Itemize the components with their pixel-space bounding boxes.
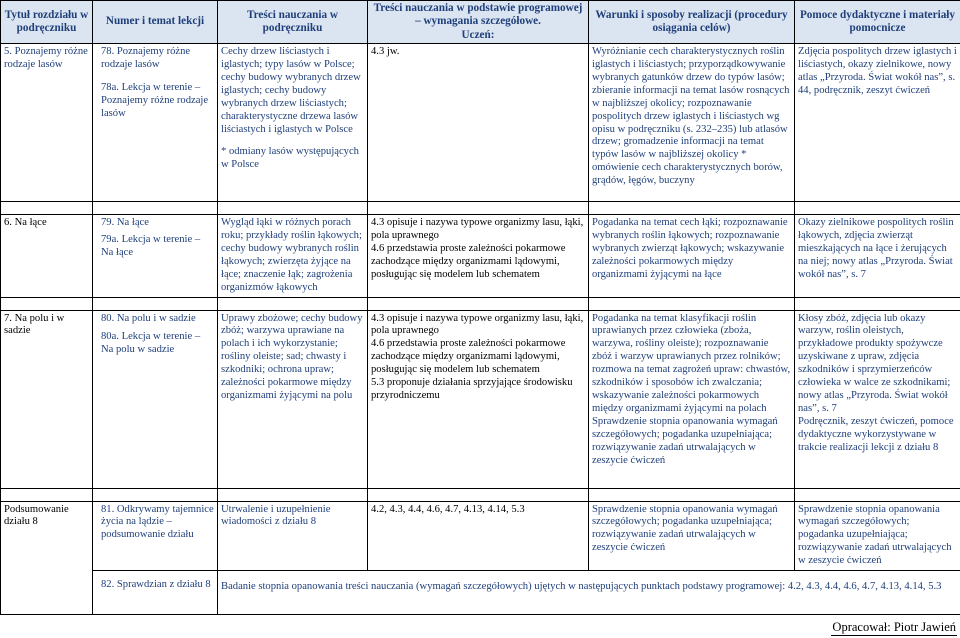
header-row bbox=[1, 1, 960, 44]
content-text: Wygląd łąki w różnych porach roku; przykłady roślin łąkowych; cechy budowy wybranych roślin łąkowych; zwierzęta żyjące na łące; znaczenie łąk; zagrożenia organizmów łąkowych bbox=[221, 217, 362, 293]
content-cell bbox=[218, 310, 368, 488]
header-methods: Warunki i sposoby realizacji (procedury osiągania celów) bbox=[589, 1, 795, 44]
requirement-text: 4.2, 4.3, 4.4, 4.6, 4.7, 4.13, 4.14, 5.3 bbox=[371, 503, 525, 515]
aids-text: Sprawdzenie stopnia opanowania wymagań szczegółowych; pogadanka uzupełniająca; rozwiązywanie zadań utrwalających w zeszycie ćwiczeń bbox=[798, 503, 952, 567]
content-text: Uprawy zbożowe; cechy budowy zbóż; warzywa uprawiane na polach i ich wykorzystanie; rośliny oleiste; sad; chwasty i szkodniki; ochrona upraw; zależności pokarmowe między organizmami żyjącymi na polu bbox=[221, 312, 363, 402]
table-row bbox=[1, 44, 960, 202]
requirements-cell bbox=[368, 310, 589, 488]
requirements-cell bbox=[368, 215, 589, 298]
aids-text: Okazy zielnikowe pospolitych roślin łąkowych, zdjęcia zwierząt mieszkających na łące i żerujących na niej; nowy atlas „Przyroda. Świat wokół nas”, s. 7 bbox=[798, 217, 954, 280]
header-requirements: Treści nauczania w podstawie programowej – wymagania szczegółowe. Uczeń: bbox=[368, 1, 589, 44]
header-chapter: Tytuł rozdziału w podręczniku bbox=[1, 1, 93, 44]
requirement-text: 4.3 opisuje i nazywa typowe organizmy lasu, łąki, pola uprawnego bbox=[371, 217, 584, 241]
aids-cell bbox=[795, 310, 960, 488]
header-aids: Pomoce dydaktyczne i materiały pomocnicze bbox=[795, 1, 960, 44]
aids-cell bbox=[795, 501, 960, 571]
aids-text: Kłosy zbóż, zdjęcia lub okazy warzyw, roślin oleistych, przykładowe produkty spożywcze uzyskiwane z upraw, zdjęcia szkodników i sprzymierzeńców człowieka w walce ze szkodnikami; nowy atlas „Przyroda. Świat wokół nas”, s. 7 bbox=[798, 312, 951, 414]
content-text: Cechy drzew liściastych i iglastych; typy lasów w Polsce; cechy budowy wybranych drzew iglastych; cechy budowy wybranych drzew liściastych; charakterystyczne drzewa lasów liściastych i iglastych w Polsce bbox=[221, 46, 361, 135]
chapter-cell: 5. Poznajemy różne rodzaje lasów bbox=[1, 44, 93, 202]
aids-text: Zdjęcia pospolitych drzew iglastych i liściastych, okazy zielnikowe, nowy atlas „Przyroda. Świat wokół nas”, s. 44, podręcznik, zeszyt ćwiczeń bbox=[798, 46, 957, 96]
test-description-cell bbox=[218, 571, 960, 615]
requirement-text: 4.6 przedstawia proste zależności pokarmowe zachodzące między organizmami lądowymi, posługując się modelem lub schematem bbox=[371, 242, 566, 280]
content-cell bbox=[218, 501, 368, 571]
lesson-title: 78. Poznajemy różne rodzaje lasów bbox=[101, 46, 191, 70]
content-extra: * odmiany lasów występujących w Polsce bbox=[221, 146, 359, 171]
table-row bbox=[1, 310, 960, 488]
methods-text: Pogadanka na temat klasyfikacji roślin uprawianych przez człowieka (zboża, warzywa, rośliny oleiste); rozpoznawanie zbóż i warzyw uprawianych przez rolników; rozmowa na temat zagrożeń upraw: chwastów, szkodników i sposobów ich zwalczania; wskazywanie zależności pokarmowych między organizmami żyjącymi na polach Sprawdzenie stopnia opanowania wymagań szczegółowych; pogadanka uzupełniająca; rozwiązywanie zadań utrwalających w zeszycie ćwiczeń bbox=[592, 312, 791, 466]
methods-cell bbox=[589, 310, 795, 488]
content-cell bbox=[218, 215, 368, 298]
lesson-cell bbox=[93, 215, 218, 298]
content-cell bbox=[218, 44, 368, 202]
author-credit: Opracował: Piotr Jawień bbox=[831, 620, 957, 636]
lesson-cell bbox=[93, 501, 218, 571]
requirements-cell bbox=[368, 501, 589, 571]
header-content: Treści nauczania w podręczniku bbox=[218, 1, 368, 44]
lesson-title: 82. Sprawdzian z działu 8 bbox=[101, 579, 211, 591]
methods-cell bbox=[589, 501, 795, 571]
table-row bbox=[1, 571, 960, 615]
lesson-cell bbox=[93, 571, 218, 615]
lesson-title: 81. Odkrywamy tajemnice życia na lądzie – podsumowanie działu bbox=[101, 503, 214, 541]
lesson-field-title: 78a. Lekcja w terenie – Poznajemy różne rodzaje lasów bbox=[101, 81, 209, 119]
aids-cell bbox=[795, 215, 960, 298]
methods-cell bbox=[589, 215, 795, 298]
chapter-cell: 7. Na polu i w sadzie bbox=[1, 310, 93, 488]
content-text: Utrwalenie i uzupełnienie wiadomości z działu 8 bbox=[221, 503, 331, 528]
methods-cell bbox=[589, 44, 795, 202]
table-row bbox=[1, 501, 960, 571]
lesson-cell bbox=[93, 44, 218, 202]
aids-text: Podręcznik, zeszyt ćwiczeń, pomoce dydaktyczne wykorzystywane w trakcie realizacji lekcji z działu 8 bbox=[798, 415, 954, 453]
lesson-field-title: 80a. Lekcja w terenie – Na polu w sadzie bbox=[101, 331, 201, 356]
lesson-title: 79. Na łące bbox=[101, 217, 149, 228]
lesson-field-title: 79a. Lekcja w terenie – Na łące bbox=[101, 233, 201, 258]
table-row bbox=[1, 215, 960, 298]
requirement-text: 4.3 jw. bbox=[371, 46, 400, 57]
methods-text: Sprawdzenie stopnia opanowania wymagań szczegółowych; pogadanka uzupełniająca; rozwiązywanie zadań utrwalających w zeszycie ćwiczeń bbox=[592, 503, 778, 554]
requirement-text: 4.3 opisuje i nazywa typowe organizmy lasu, łąki, pola uprawnego bbox=[371, 312, 584, 337]
lesson-title: 80. Na polu i w sadzie bbox=[101, 312, 196, 324]
methods-text: Pogadanka na temat cech łąki; rozpoznawanie wybranych roślin łąkowych; rozpoznawanie wybranych zwierząt łąkowych; wskazywanie zależności pokarmowych między organizmami żyjącymi na łące bbox=[592, 217, 788, 280]
chapter-cell: 6. Na łące bbox=[1, 215, 93, 298]
requirements-cell bbox=[368, 44, 589, 202]
chapter-cell: Podsumowanie działu 8 bbox=[1, 501, 93, 615]
aids-cell bbox=[795, 44, 960, 202]
test-description: Badanie stopnia opanowania treści nauczania (wymagań szczegółowych) ujętych w następujących punktach podstawy programowej: 4.2, 4.3, 4.4, 4.6, 4.7, 4.13, 4.14, 5.3 bbox=[221, 581, 942, 593]
requirement-text: 4.6 przedstawia proste zależności pokarmowe zachodzące między organizmami lądowymi, posługując się modelem lub schematem bbox=[371, 338, 566, 376]
lesson-cell bbox=[93, 310, 218, 488]
header-lesson: Numer i temat lekcji bbox=[93, 1, 218, 44]
requirement-text: 5.3 proponuje działania sprzyjające środowisku przyrodniczemu bbox=[371, 377, 573, 402]
methods-text: Wyróżnianie cech charakterystycznych roślin iglastych i liściastych; przyporządkowywanie wybranych gatunków drzew do typów lasów; zbieranie informacji na temat lasów rosnących w najbliższej okolicy; rozpoznawanie pospolitych drzew iglastych i liściastych wg opisu w podręczniku (s. 232–235) lub atlasów drzew; gromadzenie informacji na temat typów lasów w najbliższej okolicy * omówienie cech charakterystycznych borów, grądów, łęgów, buczyny bbox=[592, 46, 790, 187]
